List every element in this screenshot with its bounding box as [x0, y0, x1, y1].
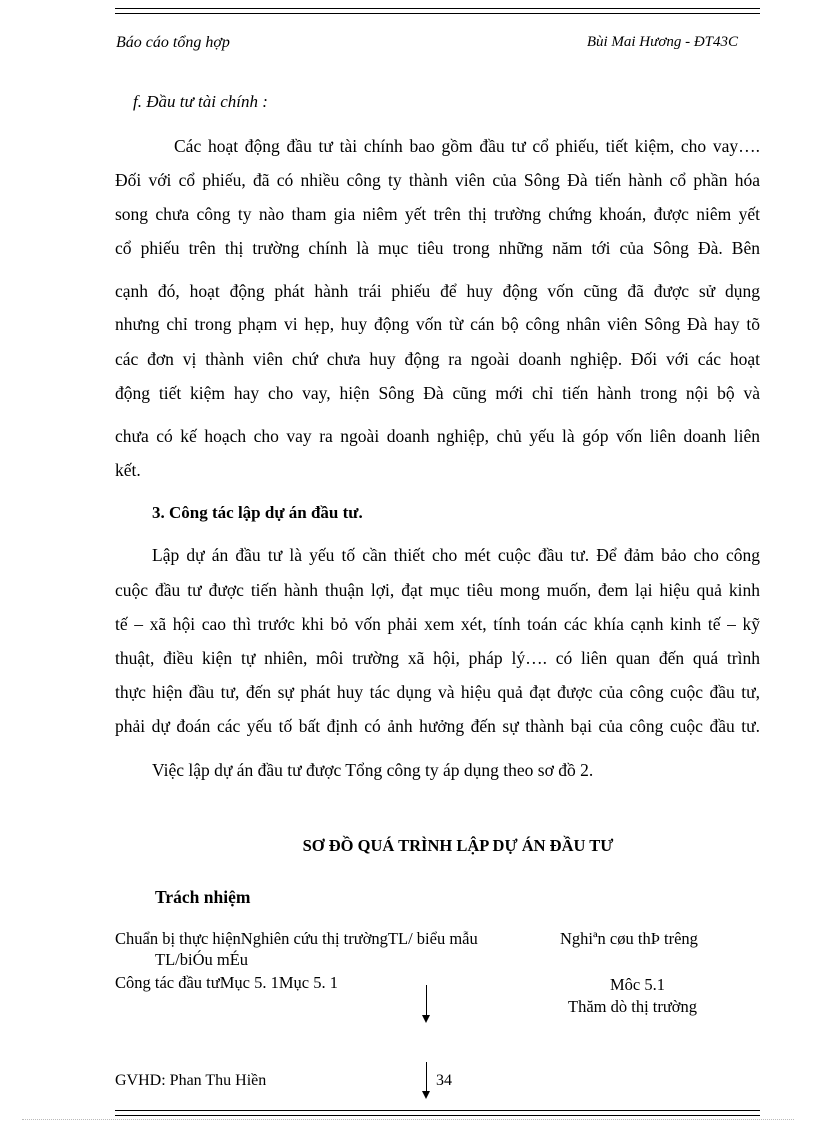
top-rule-thin [115, 13, 760, 14]
footer-advisor: GVHD: Phan Thu Hiền [115, 1072, 267, 1089]
section-f-line: chưa có kế hoạch cho vay ra ngoài doanh nghiệp, chủ yếu là góp vốn liên doanh liên [115, 426, 760, 446]
section-3-line: tế – xã hội cao thì trước khi bỏ vốn phải xem xét, tính toán các khía cạnh kinh tế – kỹ [115, 614, 760, 634]
bottom-rule-thin [115, 1115, 760, 1116]
flow-row2-left: Công tác đầu tưMục 5. 1Mục 5. 1 [115, 973, 338, 992]
section-3-line: Lập dự án đầu tư là yếu tố cần thiết cho mét cuộc đầu tư. Để đảm bảo cho công [152, 545, 760, 565]
header-author: Bùi Mai Hương - ĐT43C [586, 34, 738, 50]
header-report-title: Báo cáo tổng hợp [116, 34, 230, 51]
flow-row1-left-sub: TL/biÓu mÉu [155, 950, 249, 969]
section-f-line: Đối với cổ phiếu, đã có nhiều công ty thành viên của Sông Đà tiến hành cổ phần hóa [115, 170, 760, 190]
section-3-line: thuật, điều kiện tự nhiên, môi trường xã hội, pháp lý…. có liên quan đến quá trình [115, 648, 760, 668]
section-3-line: phải dự đoán các yếu tố bất định có ảnh hưởng đến sự thành bại của công cuộc đầu tư. [115, 716, 760, 736]
top-rule-thick [115, 8, 760, 9]
section-f-line: động tiết kiệm hay cho vay, hiện Sông Đà cũng mới chỉ tiến hành trong nội bộ và [115, 383, 760, 403]
page-edge-dots [22, 1119, 794, 1120]
section-f-line: các đơn vị thành viên chứ chưa huy động ra ngoài doanh nghiệp. Đối với các hoạt [115, 349, 760, 369]
section-3-heading: 3. Công tác lập dự án đầu tư. [152, 503, 363, 522]
section-f-line: Các hoạt động đầu tư tài chính bao gồm đầu tư cổ phiếu, tiết kiệm, cho vay…. [174, 136, 760, 156]
flow-row1-left: Chuẩn bị thực hiệnNghiên cứu thị trườngTL/ biểu mẫu [115, 929, 478, 948]
bottom-rule-thick [115, 1110, 760, 1111]
flow-arrow-down-icon [426, 985, 427, 1017]
flow-step-code: Môc 5.1 [610, 975, 665, 994]
diagram-title: SƠ ĐỒ QUÁ TRÌNH LẬP DỰ ÁN ĐẦU TƯ [302, 836, 614, 855]
flow-arrow-down-icon [426, 1062, 427, 1093]
section-f-line: song chưa công ty nào tham gia niêm yết trên thị trường chứng khoán, được niêm yết [115, 204, 760, 224]
flow-row1-right: Nghiªn cøu thÞ trêng [560, 929, 698, 948]
section-3-line: thực hiện đầu tư, đến sự phát huy tác dụng và hiệu quả đạt được của công cuộc đầu tư, [115, 682, 760, 702]
section-3-line: cuộc đầu tư được tiến hành thuận lợi, đạt mục tiêu mong muốn, đem lại hiệu quả kinh [115, 580, 760, 600]
section-f-line: cạnh đó, hoạt động phát hành trái phiếu để huy động vốn cũng đã được sử dụng [115, 281, 760, 301]
section-f-line: kết. [115, 460, 141, 480]
footer-page-number: 34 [436, 1072, 452, 1089]
section-f-line: nhưng chỉ trong phạm vi hẹp, huy động vốn từ cán bộ công nhân viên Sông Đà hay tõ [115, 314, 760, 334]
flow-step-market-survey: Thăm dò thị trường [568, 997, 698, 1016]
section-f-line: cổ phiếu trên thị trường chính là mục tiêu trong những năm tới của Sông Đà. Bên [115, 238, 760, 258]
section-f-heading: f. Đầu tư tài chính : [133, 92, 268, 111]
responsibility-label: Trách nhiệm [155, 887, 251, 907]
section-3-line: Việc lập dự án đầu tư được Tổng công ty áp dụng theo sơ đồ 2. [152, 760, 594, 780]
